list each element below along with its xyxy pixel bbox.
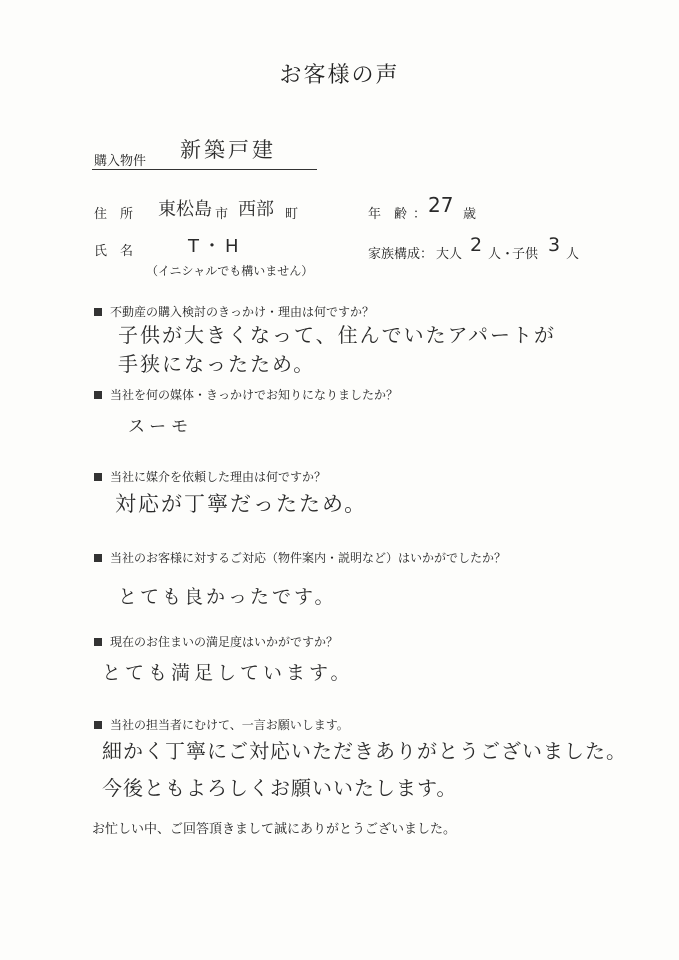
question-4: [94, 549, 506, 566]
address-city: 東松島: [158, 199, 212, 220]
bullet-square-icon: [94, 308, 102, 316]
answer-3: 対応が丁寧だったため。: [115, 492, 368, 516]
bullet-square-icon: [94, 391, 102, 399]
address-label: 住 所: [94, 207, 134, 222]
address-town-unit: 町: [285, 207, 299, 222]
address-city-unit: 市: [215, 207, 229, 222]
family-children: 3: [548, 234, 561, 256]
age-unit: 歳: [463, 207, 477, 222]
question-text: 当社に媒介を依頼した理由は何ですか？: [110, 470, 327, 484]
question-text: 現在のお住まいの満足度はいかがですか？: [110, 635, 339, 649]
answer-5: とても満足しています。: [102, 662, 354, 684]
family-adults-label: 大人: [436, 247, 463, 262]
question-3: [94, 468, 326, 485]
address-town: 西部: [238, 199, 274, 220]
question-2: [94, 386, 398, 403]
page-title: お客様の声: [279, 63, 400, 88]
age-value: 27: [428, 193, 454, 217]
property-label: 購入物件: [94, 154, 147, 169]
question-text: 当社のお客様に対するご対応（物件案内・説明など）はいかがでしたか？: [110, 551, 507, 565]
question-text: 当社を何の媒体・きっかけでお知りになりましたか？: [110, 388, 399, 402]
bullet-square-icon: [94, 473, 102, 481]
closing-message: お忙しい中、ご回答頂きまして誠にありがとうございました。: [92, 822, 457, 837]
answer-1-line-1: 子供が大きくなって、住んでいたアパートが: [118, 323, 556, 347]
family-adults: 2: [470, 234, 483, 256]
answer-4: とても良かったです。: [118, 586, 337, 608]
name-label: 氏 名: [94, 244, 134, 259]
bullet-square-icon: [94, 554, 102, 562]
name-value: T・H: [188, 236, 243, 257]
question-6: [94, 716, 349, 733]
answer-6-line-1: 細かく丁寧にご対応いただきありがとうございました。: [102, 739, 627, 763]
answer-2: スーモ: [128, 417, 194, 437]
question-1: [94, 303, 374, 320]
question-5: [94, 633, 338, 650]
question-text: 当社の担当者にむけて、一言お願いします。: [110, 718, 349, 732]
question-text: 不動産の購入検討のきっかけ・理由は何ですか？: [110, 305, 375, 319]
bullet-square-icon: [94, 638, 102, 646]
bullet-square-icon: [94, 721, 102, 729]
property-underline: [92, 169, 317, 170]
answer-6-line-2: 今後ともよろしくお願いいたします。: [102, 776, 458, 800]
name-note: （イニシャルでも構いません）: [146, 264, 314, 278]
answer-1-line-2: 手狭になったため。: [118, 352, 316, 376]
property-value: 新築戸建: [180, 138, 276, 162]
family-children-unit: 人: [566, 247, 580, 262]
age-label: 年 齢: [368, 207, 408, 222]
family-label: 家族構成：: [368, 247, 434, 262]
family-adults-unit: 人・: [488, 247, 515, 262]
family-children-label: 子供: [512, 247, 539, 262]
